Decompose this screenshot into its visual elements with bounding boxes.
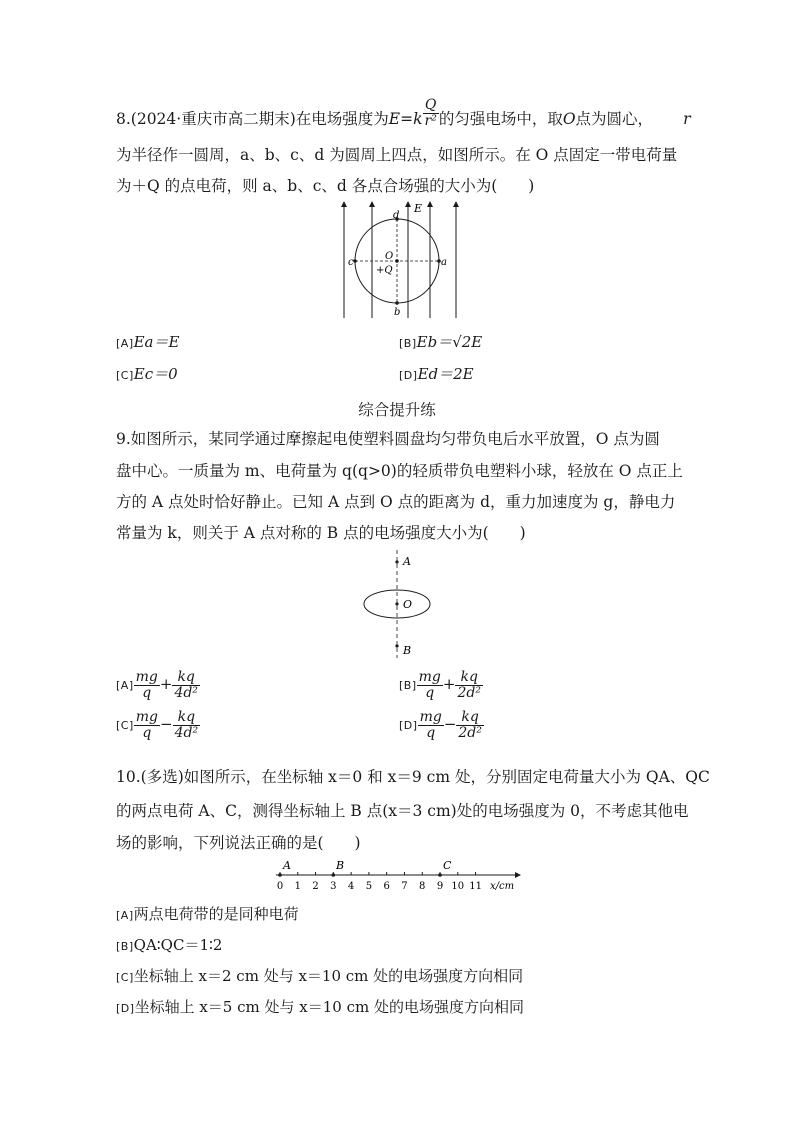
- q10-option-b-text: QA∶QC＝1∶2: [133, 936, 223, 954]
- axis-tick-label: 6: [383, 881, 390, 892]
- q9-option-c[interactable]: [C] $\frac{mg}{q}$ − $\frac{kq}{\text{4d²}}$: [116, 709, 199, 741]
- axis-tick-label: 10: [451, 881, 465, 892]
- axis-tick-label: 2: [312, 881, 319, 892]
- q10-option-d-tag: [D]: [116, 1002, 135, 1015]
- q10-option-d[interactable]: [116, 996, 524, 1017]
- q9-option-c-tag: [C]: [116, 719, 134, 733]
- axis-unit: x/cm: [490, 881, 515, 892]
- q10-option-a-tag: [A]: [116, 909, 134, 922]
- q8-figure: [330, 198, 470, 322]
- q10-option-c-tag: [C]: [116, 971, 134, 984]
- q10-figure: [270, 857, 530, 895]
- q9-option-d[interactable]: [D] $\frac{mg}{q}$ − $\frac{kq}{\text{2d²}}$: [399, 709, 482, 741]
- point-O: [395, 259, 399, 263]
- axis-tick-label: 8: [419, 881, 426, 892]
- point-C: [438, 873, 442, 877]
- q9-c-frac2: $\frac{kq}{\text{4d²}}$: [174, 709, 199, 741]
- axis-tick-label: 4: [347, 881, 355, 892]
- q8-option-a-text: Ea＝E: [133, 333, 180, 351]
- label-Q: +Q: [376, 265, 393, 276]
- point-A: [278, 873, 282, 877]
- q8-r: r: [683, 110, 691, 128]
- q9-line-2: 盘中心。一质量为 m、电荷量为 q(q>0)的轻质带负电塑料小球，轻放在 O 点正上: [116, 462, 683, 480]
- axis-tick-label: 1: [294, 881, 301, 892]
- q8-line-1: [116, 96, 691, 129]
- q9-line-1: 9.如图所示，某同学通过摩擦起电使塑料圆盘均匀带负电后水平放置，O 点为圆: [116, 430, 660, 448]
- q8-line-2: 为半径作一圆周，a、b、c、d 为圆周上四点，如图所示。在 O 点固定一带电荷量: [116, 146, 678, 164]
- q9-option-d-tag: [D]: [399, 719, 418, 733]
- q8-text-b: 的匀强电场中，取: [438, 110, 563, 128]
- q8-option-c[interactable]: [116, 363, 178, 384]
- q8-option-a[interactable]: [116, 331, 179, 352]
- q9-option-b[interactable]: [B] $\frac{mg}{q}$ + $\frac{kq}{\text{2d²}}$: [399, 669, 481, 701]
- label-C: C: [443, 859, 452, 872]
- label-c: c: [348, 257, 354, 268]
- q9-d-frac1: $\frac{mg}{q}$: [419, 709, 442, 741]
- section-heading: 综合提升练: [358, 401, 436, 419]
- point-A: [395, 560, 398, 563]
- q10-option-c[interactable]: [116, 965, 523, 986]
- q10-option-a[interactable]: [116, 903, 299, 924]
- q8-option-c-tag: [C]: [116, 369, 134, 382]
- q8-option-a-tag: [A]: [116, 337, 134, 350]
- q9-option-a[interactable]: [A] $\frac{mg}{q}$ + $\frac{kq}{\text{4d²}}$: [116, 669, 198, 701]
- q8-O: O: [562, 110, 576, 128]
- q8-eq: =: [400, 110, 414, 128]
- q8-frac-num: Q: [423, 98, 439, 114]
- q8-E: E: [388, 110, 401, 128]
- label-A: A: [283, 859, 291, 872]
- point-B: [395, 644, 398, 647]
- axis-tick-label: 11: [469, 881, 482, 892]
- label-O: O: [385, 251, 394, 262]
- q9-c-frac1: $\frac{mg}{q}$: [135, 709, 159, 741]
- point-b: [395, 301, 399, 305]
- q10-option-b[interactable]: [116, 934, 222, 955]
- q9-a-frac1: $\frac{mg}{q}$: [135, 669, 158, 701]
- q9-b-frac1: $\frac{mg}{q}$: [418, 669, 441, 701]
- label-d: d: [393, 210, 400, 221]
- q8-text-c: 点为圆心，: [575, 110, 654, 128]
- q8-option-d-tag: [D]: [399, 369, 418, 382]
- q8-option-c-text: Ec＝0: [133, 365, 178, 383]
- label-b: b: [394, 307, 401, 318]
- axis-tick-label: 5: [365, 881, 373, 892]
- axis-tick-label: 7: [401, 881, 408, 892]
- q8-text: 8.(2024·重庆市高二期末)在电场强度为: [116, 110, 389, 128]
- q8-option-b-tag: [B]: [399, 337, 417, 350]
- q9-line-4: 常量为 k，则关于 A 点对称的 B 点的电场强度大小为( ): [116, 524, 526, 542]
- label-B: B: [403, 644, 412, 657]
- q10-line-1: 10.(多选)如图所示，在坐标轴 x＝0 和 x＝9 cm 处，分别固定电荷量大小为 QA、QC: [116, 768, 710, 786]
- q9-d-frac2: $\frac{kq}{\text{2d²}}$: [458, 709, 482, 741]
- q9-figure: [355, 548, 445, 663]
- q9-line-3: 方的 A 点处时恰好静止。已知 A 点到 O 点的距离为 d，重力加速度为 g，静电力: [116, 493, 676, 511]
- q10-option-c-text: 坐标轴上 x＝2 cm 处与 x＝10 cm 处的电场强度方向相同: [133, 967, 524, 985]
- label-O: O: [403, 598, 413, 611]
- axis-tick-label: 9: [436, 881, 444, 892]
- label-E: E: [414, 202, 423, 215]
- q8-frac-den: r²: [424, 112, 437, 129]
- point-c: [353, 259, 357, 263]
- q10-option-d-text: 坐标轴上 x＝5 cm 处与 x＝10 cm 处的电场强度方向相同: [134, 998, 524, 1016]
- axis-tick-label: 3: [330, 881, 337, 892]
- q9-a-frac2: $\frac{kq}{\text{4d²}}$: [174, 669, 198, 701]
- q8-line-3: 为＋Q 的点电荷，则 a、b、c、d 各点合场强的大小为( ): [116, 177, 535, 195]
- axis-tick-label: 0: [276, 881, 284, 892]
- q8-option-b[interactable]: [399, 331, 482, 352]
- q10-line-3: 场的影响，下列说法正确的是( ): [116, 834, 361, 852]
- q8-option-d[interactable]: [399, 363, 474, 384]
- point-O: [395, 602, 398, 605]
- q10-option-a-text: 两点电荷带的是同种电荷: [133, 905, 299, 923]
- q8-option-d-text: Ed＝2E: [417, 365, 474, 383]
- label-a: a: [441, 257, 447, 268]
- q8-option-b-text: Eb＝√2E: [416, 333, 483, 351]
- label-B: B: [336, 859, 345, 872]
- q8-k: k: [413, 110, 423, 128]
- q9-option-a-tag: [A]: [116, 679, 134, 693]
- q10-line-2: 的两点电荷 A、C，测得坐标轴上 B 点(x＝3 cm)处的电场强度为 0，不考虑其他电: [116, 802, 689, 820]
- q10-option-b-tag: [B]: [116, 940, 134, 953]
- label-A: A: [403, 555, 411, 568]
- q9-option-b-tag: [B]: [399, 679, 417, 693]
- point-B: [332, 873, 336, 877]
- q8-fraction: [423, 98, 439, 128]
- q9-b-frac2: $\frac{kq}{\text{2d²}}$: [457, 669, 481, 701]
